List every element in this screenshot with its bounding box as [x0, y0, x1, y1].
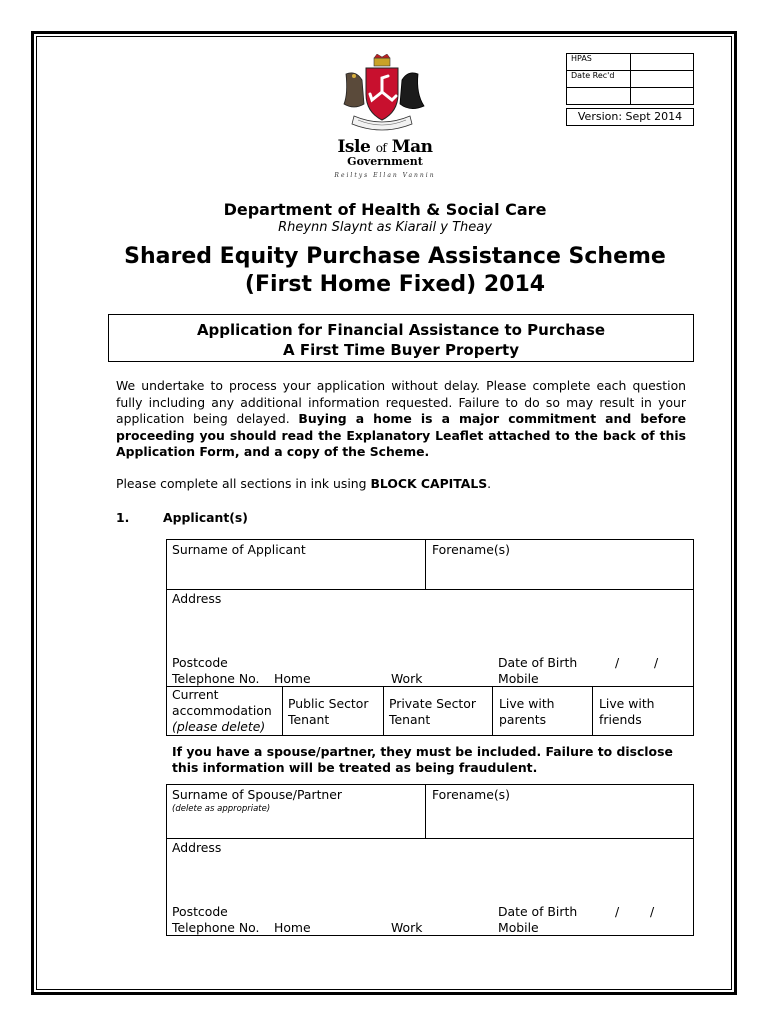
accommodation-option-private-line2: Tenant [389, 712, 431, 727]
office-blank-label [567, 88, 631, 105]
accommodation-option-parents[interactable] [493, 687, 591, 735]
applicant-home-label: Home [274, 671, 311, 686]
department-name: Department of Health & Social Care [223, 200, 547, 219]
application-title-box [108, 314, 694, 362]
spouse-work-label: Work [391, 920, 423, 935]
application-title-line1: Application for Financial Assistance to Purchase [196, 321, 606, 339]
spouse-forename-input[interactable] [427, 802, 693, 838]
spouse-surname-label: Surname of Spouse/Partner [172, 787, 343, 802]
accommodation-option-public-line2: Tenant [288, 712, 330, 727]
spouse-postcode-label: Postcode [172, 904, 228, 919]
spouse-dob-slash-2: / [650, 904, 655, 919]
spouse-surname-note: (delete as appropriate) [172, 804, 271, 814]
department-manx-name: Rheynn Slaynt as Kiarail y Theay [278, 220, 492, 235]
spouse-address-label: Address [172, 840, 222, 855]
intro-paragraph [116, 378, 686, 461]
government-motto: Reiltys Ellan Vannin [334, 172, 436, 179]
government-name-of: of [375, 141, 387, 155]
accommodation-option-public[interactable] [283, 687, 382, 735]
office-hpas-label: HPAS [567, 54, 631, 71]
spouse-telephone-label: Telephone No. [172, 920, 260, 935]
applicant-postcode-label: Postcode [172, 655, 228, 670]
instruction-bold: BLOCK CAPITALS [370, 476, 488, 491]
accommodation-label-2: accommodation [172, 703, 272, 718]
section-title: Applicant(s) [163, 510, 248, 525]
spouse-surname-input[interactable] [167, 814, 424, 838]
accommodation-option-private[interactable] [384, 687, 491, 735]
form-title-line2: (First Home Fixed) 2014 [244, 272, 546, 297]
application-title-line2: A First Time Buyer Property [283, 341, 519, 359]
applicant-surname-label: Surname of Applicant [172, 542, 306, 557]
spouse-warning: If you have a spouse/partner, they must be included. Failure to disclose this information will be treated as being fraudulent. [172, 744, 673, 775]
office-use-box [566, 53, 694, 105]
isle-of-man-crest-icon [332, 54, 432, 134]
accommodation-option-friends-line1: Live with [599, 696, 655, 711]
version-label: Version: Sept 2014 [566, 108, 694, 126]
office-blank-field[interactable] [631, 88, 694, 105]
applicant-work-label: Work [391, 671, 423, 686]
accommodation-option-friends-line2: friends [599, 712, 642, 727]
spouse-forename-label: Forename(s) [432, 787, 510, 802]
instruction-suffix: . [487, 476, 492, 491]
accommodation-option-friends[interactable] [593, 687, 693, 735]
applicant-surname-input[interactable] [167, 556, 424, 589]
accommodation-option-parents-line1: Live with [499, 696, 555, 711]
accommodation-label-1: Current [172, 687, 219, 702]
applicant-mobile-label: Mobile [498, 671, 539, 686]
instruction-prefix: Please complete all sections in ink using [116, 476, 371, 491]
accommodation-label-3: (please delete) [172, 719, 266, 734]
applicant-name-divider [425, 539, 426, 590]
applicant-telephone-label: Telephone No. [172, 671, 260, 686]
intro-text: We undertake to process your application without delay. Please complete each question fully including any additional information requested. Failure to do so may result in your application being delayed. [116, 378, 686, 426]
government-name-isle: Isle [337, 137, 371, 157]
spouse-name-divider [425, 784, 426, 839]
applicant-address-input[interactable] [167, 606, 693, 654]
accommodation-option-parents-line2: parents [499, 712, 547, 727]
government-subtitle: Government [347, 155, 423, 168]
intro-bold-text: Buying a home is a major commitment and before proceeding you should read the Explanatory Leaflet attached to the back of this Application Form, and a copy of the Scheme. [116, 411, 686, 459]
accommodation-option-private-line1: Private Sector [389, 696, 476, 711]
applicant-forename-input[interactable] [427, 556, 693, 589]
spouse-mobile-label: Mobile [498, 920, 539, 935]
section-number: 1. [116, 510, 130, 525]
applicant-forename-label: Forename(s) [432, 542, 510, 557]
spouse-home-label: Home [274, 920, 311, 935]
accommodation-option-public-line1: Public Sector [288, 696, 369, 711]
form-title-line1: Shared Equity Purchase Assistance Scheme [124, 244, 666, 269]
government-name-man: Man [391, 137, 433, 157]
spouse-address-input[interactable] [167, 855, 693, 903]
office-date-field[interactable] [631, 71, 694, 88]
block-capitals-instruction [116, 476, 491, 491]
office-date-label: Date Rec'd [567, 71, 631, 88]
spouse-dob-slash-1: / [615, 904, 620, 919]
applicant-dob-slash-1: / [615, 655, 620, 670]
office-hpas-field[interactable] [631, 54, 694, 71]
applicant-dob-label: Date of Birth [498, 655, 578, 670]
applicant-address-label: Address [172, 591, 222, 606]
spouse-dob-label: Date of Birth [498, 904, 578, 919]
applicant-dob-slash-2: / [654, 655, 659, 670]
